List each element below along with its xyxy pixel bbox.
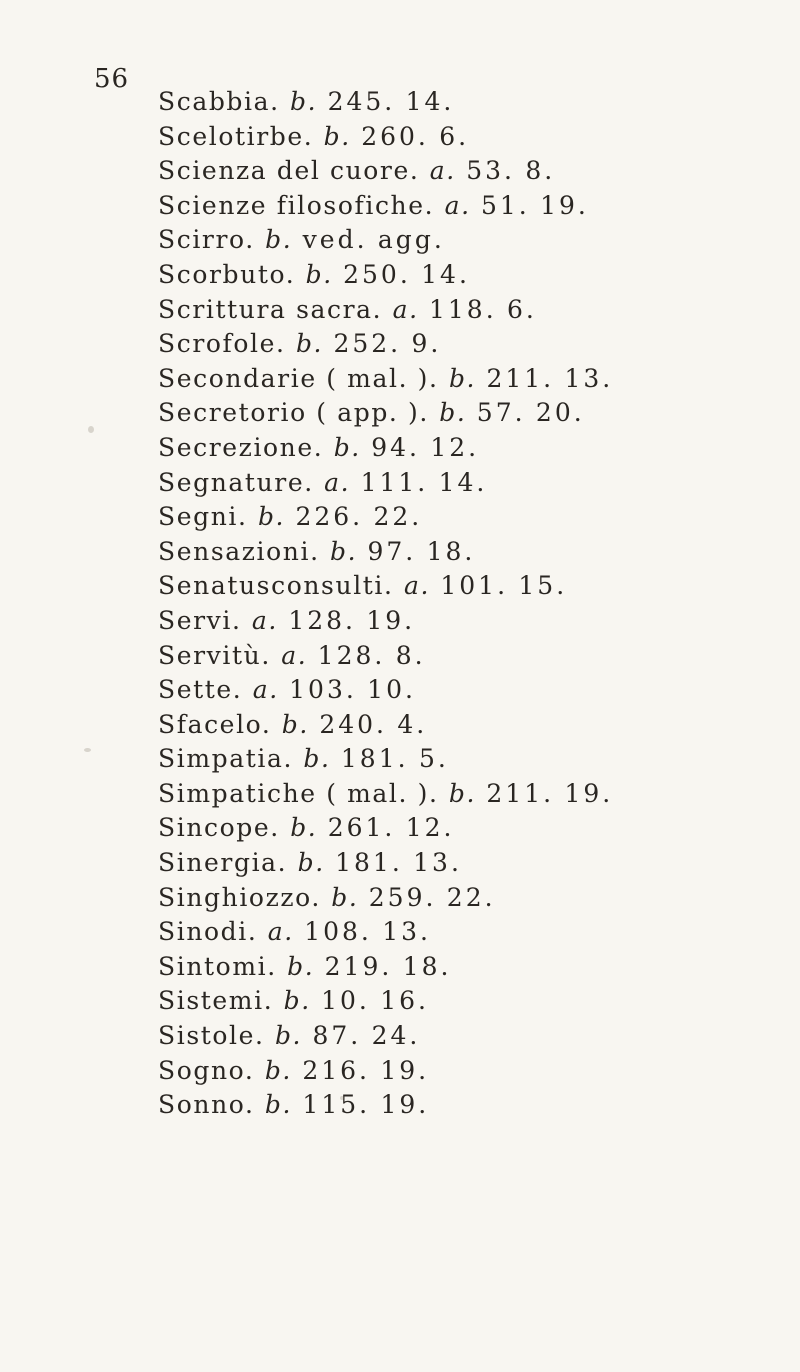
entry-page: 115. [302, 1090, 371, 1120]
entry-term: Simpatiche ( mal. ). [158, 778, 439, 808]
entry-volume: a. [403, 571, 430, 601]
entry-page: 51. [480, 190, 530, 220]
entry-volume: b. [448, 778, 477, 808]
entry-page: 111. [360, 467, 429, 497]
entry-volume: a. [252, 675, 279, 705]
entry-page: 10. [321, 986, 370, 1016]
index-entry [158, 639, 613, 674]
entry-page: 181. [340, 744, 409, 774]
index-entry [158, 742, 613, 777]
entry-term: Sintomi. [158, 951, 277, 981]
entry-volume: b. [274, 1021, 303, 1051]
entry-volume: b. [439, 398, 467, 428]
entry-volume: b. [297, 848, 325, 878]
entry-line: 18. [426, 536, 476, 566]
index-entry [158, 396, 613, 431]
entry-term: Scrofole. [158, 329, 286, 359]
entry-volume: b. [287, 951, 315, 981]
entry-volume: b. [333, 432, 361, 462]
entry-line: agg. [377, 225, 445, 255]
entry-term: Scienza del cuore. [158, 156, 420, 186]
entry-term: Scabbia. [158, 87, 280, 116]
entry-volume: b. [331, 882, 359, 912]
index-entry [158, 500, 613, 535]
entry-page: 259. [368, 882, 437, 912]
index-entry [158, 189, 613, 224]
entry-page: 219. [324, 951, 393, 981]
entry-term: Sette. [158, 675, 243, 705]
entry-page: 260. [361, 121, 429, 151]
entry-volume: a. [324, 467, 351, 497]
index-entry [158, 1054, 613, 1089]
entry-volume: a. [392, 294, 419, 324]
entry-page: 250. [343, 259, 411, 289]
entry-line: 13. [382, 917, 431, 947]
index-entry [158, 431, 613, 466]
index-entries-list [158, 85, 613, 1123]
entry-page: 252. [333, 329, 402, 359]
paper-spot [88, 426, 94, 433]
entry-page: 128. [288, 605, 356, 635]
entry-term: Servitù. [158, 640, 271, 670]
index-entry [158, 950, 613, 985]
index-entry [158, 1088, 613, 1123]
index-entry [158, 293, 613, 328]
index-entry [158, 673, 613, 708]
entry-line: 12. [430, 432, 480, 462]
entry-term: Sistole. [158, 1021, 265, 1051]
entry-page: 57. [476, 398, 526, 428]
entry-line: 5. [418, 744, 449, 774]
index-entry [158, 466, 613, 501]
entry-term: Segnature. [158, 467, 314, 497]
entry-line: 22. [446, 882, 496, 912]
index-entry [158, 154, 613, 189]
entry-volume: b. [448, 363, 477, 393]
entry-volume: b. [283, 986, 311, 1016]
entry-page: 240. [319, 709, 387, 739]
entry-page: 128. [317, 640, 386, 670]
entry-term: Scirro. [158, 225, 255, 255]
index-entry [158, 846, 613, 881]
entry-page: 103. [289, 675, 357, 705]
entry-page: 261. [327, 813, 396, 843]
entry-volume: b. [323, 121, 351, 151]
entry-volume: b. [257, 502, 286, 532]
entry-term: Scelotirbe. [158, 121, 314, 151]
index-entry [158, 362, 613, 397]
entry-line: 13. [413, 848, 462, 878]
entry-page: 108. [304, 917, 372, 947]
entry-line: 15. [518, 571, 568, 601]
entry-line: 24. [371, 1021, 421, 1051]
entry-term: Scienze filosofiche. [158, 190, 435, 220]
entry-line: 19. [380, 1055, 430, 1085]
entry-term: Secondarie ( mal. ). [158, 363, 439, 393]
entry-line: 16. [380, 986, 430, 1016]
entry-volume: b. [305, 259, 333, 289]
entry-term: Sensazioni. [158, 536, 320, 566]
entry-term: Secrezione. [158, 432, 324, 462]
entry-page: 101. [440, 571, 509, 601]
entry-term: Sinodi. [158, 917, 258, 947]
entry-volume: b. [290, 813, 318, 843]
entry-line: 8. [525, 156, 556, 186]
entry-term: Simpatia. [158, 744, 294, 774]
entry-volume: a. [281, 640, 308, 670]
index-entry [158, 258, 613, 293]
index-entry [158, 984, 613, 1019]
index-entry [158, 569, 613, 604]
entry-page: 245. [327, 87, 396, 116]
entry-page: 53. [466, 156, 515, 186]
entry-volume: a. [429, 156, 456, 186]
entry-term: Sogno. [158, 1055, 255, 1085]
entry-line: 8. [395, 640, 426, 670]
entry-page: 118. [429, 294, 497, 324]
entry-term: Scrittura sacra. [158, 294, 383, 324]
entry-term: Sincope. [158, 813, 280, 843]
entry-line: 14. [438, 467, 488, 497]
entry-volume: a. [267, 917, 294, 947]
entry-term: Secretorio ( app. ). [158, 398, 429, 428]
paper-spot [84, 748, 91, 752]
entry-line: 22. [373, 502, 423, 532]
entry-volume: a. [444, 190, 471, 220]
entry-volume: b. [264, 1090, 293, 1120]
entry-term: Scorbuto. [158, 259, 296, 289]
index-entry [158, 1019, 613, 1054]
entry-line: 9. [411, 329, 442, 359]
index-entry [158, 85, 613, 120]
entry-volume: b. [281, 709, 309, 739]
entry-term: Servi. [158, 605, 242, 635]
entry-volume: b. [295, 329, 324, 359]
index-entry [158, 120, 613, 155]
index-entry [158, 811, 613, 846]
index-entry [158, 223, 613, 258]
entry-page: 211. [486, 363, 555, 393]
entry-page: 181. [335, 848, 403, 878]
entry-page: ved. [302, 225, 368, 255]
entry-page: 211. [486, 778, 555, 808]
entry-line: 19. [540, 190, 589, 220]
index-entry [158, 604, 613, 639]
entry-volume: b. [290, 87, 318, 116]
entry-line: 10. [367, 675, 416, 705]
entry-line: 6. [439, 121, 470, 151]
entry-line: 12. [405, 813, 455, 843]
entry-term: Sfacelo. [158, 709, 272, 739]
entry-volume: b. [265, 225, 293, 255]
index-entry [158, 327, 613, 362]
paper-spot [340, 1096, 344, 1100]
entry-page: 226. [295, 502, 364, 532]
entry-page: 94. [371, 432, 420, 462]
entry-line: 18. [402, 951, 452, 981]
entry-line: 4. [397, 709, 428, 739]
entry-line: 6. [507, 294, 537, 324]
entry-term: Singhiozzo. [158, 882, 321, 912]
page-number: 56 [94, 64, 130, 94]
entry-page: 87. [312, 1021, 362, 1051]
entry-term: Segni. [158, 502, 248, 532]
entry-term: Senatusconsulti. [158, 571, 394, 601]
index-entry [158, 915, 613, 950]
index-entry [158, 777, 613, 812]
entry-line: 19. [366, 605, 416, 635]
entry-volume: b. [264, 1055, 292, 1085]
entry-term: Sinergia. [158, 848, 288, 878]
entry-term: Sonno. [158, 1090, 255, 1120]
entry-line: 20. [535, 398, 585, 428]
index-entry [158, 881, 613, 916]
entry-line: 13. [564, 363, 614, 393]
index-entry [158, 535, 613, 570]
entry-page: 97. [367, 536, 417, 566]
entry-volume: b. [303, 744, 331, 774]
entry-page: 216. [302, 1055, 370, 1085]
index-entry [158, 708, 613, 743]
entry-line: 14. [405, 87, 455, 116]
entry-line: 19. [380, 1090, 430, 1120]
entry-volume: b. [329, 536, 358, 566]
entry-line: 19. [564, 778, 614, 808]
entry-line: 14. [421, 259, 470, 289]
entry-term: Sistemi. [158, 986, 274, 1016]
entry-volume: a. [251, 605, 278, 635]
